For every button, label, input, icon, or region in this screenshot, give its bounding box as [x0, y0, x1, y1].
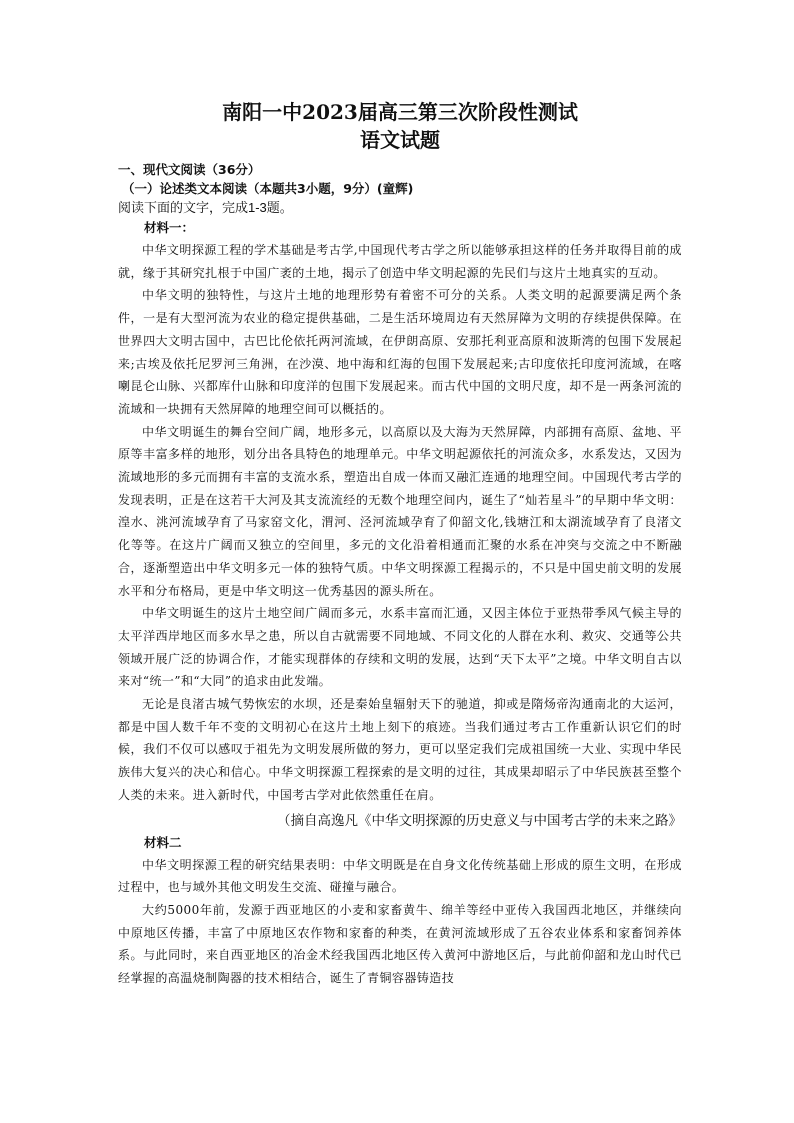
paragraph: 中华文明探源工程的学术基础是考古学,中国现代考古学之所以能够承担这样的任务并取得目前的成就，缘于其研究扎根于中国广袤的土地，揭示了创造中华文明起源的先民们与这片土地真实的互动。	[118, 243, 682, 280]
subsection-heading: （一）论述类文本阅读（本题共3小题，9分）(童辉)	[122, 181, 414, 196]
material-1-source: （摘自高逸凡《中华文明探源的历史意义与中国考古学的未来之路》	[277, 812, 682, 828]
paragraph: 中华文明诞生的这片土地空间广阔而多元，水系丰富而汇通，又因主体位于亚热带季风气候主导的太平洋西岸地区而多水旱之患，所以自古就需要不同地域、不同文化的人群在水利、救灾、交通等公共领域开展广泛的协调合作，才能实现群体的存续和文明的发展，达到“天下太平”之境。中华文明自古以来对“统一”和“大同”的追求由此发端。	[118, 606, 682, 689]
page-title: 南阳一中2023届高三第三次阶段性测试	[222, 100, 578, 124]
paragraph: 中华文明的独特性，与这片土地的地理形势有着密不可分的关系。人类文明的起源要满足两个条件，一是有大型河流为农业的稳定提供基础，二是生活环境周边有天然屏障为文明的存续提供保障。在世界四大文明古国中，古巴比伦依托两河流域，在伊朗高原、安那托利亚高原和波斯湾的包围下发展起来;古埃及依托尼罗河三角洲，在沙漠、地中海和红海的包围下发展起来;古印度依托印度河流域，在喀喇昆仑山脉、兴都库什山脉和印度洋的包围下发展起来。而古代中国的文明尺度，却不是一两条河流的流域和一块拥有天然屏障的地理空间可以概括的。	[118, 288, 682, 416]
page-subtitle: 语文试题	[360, 128, 440, 152]
material-1-label: 材料一：	[144, 220, 195, 235]
paragraph: 中华文明探源工程的研究结果表明：中华文明既是在自身文化传统基础上形成的原生文明，在形成过程中，也与域外其他文明发生交流、碰撞与融合。	[118, 857, 682, 895]
section-heading: 一、现代文阅读（36分）	[118, 162, 261, 177]
reading-instruction: 阅读下面的文字，完成1-3题。	[118, 200, 293, 215]
material-2-label: 材料二	[144, 834, 182, 850]
paragraph: 无论是良渚古城气势恢宏的水坝，还是秦始皇辐射天下的驰道，抑或是隋炀帝沟通南北的大运河，都是中国人数千年不变的文明初心在这片土地上刻下的痕迹。当我们通过考古工作重新认识它们的时候，我们不仅可以感叹于祖先为文明发展所做的努力，更可以坚定我们完成祖国统一大业、实现中华民族伟大复兴的决心和信心。中华文明探源工程探索的是文明的过往，其成果却昭示了中华民族甚至整个人类的未来。进入新时代，中国考古学对此依然重任在肩。	[118, 697, 682, 802]
paragraph: 中华文明诞生的舞台空间广阔，地形多元，以高原以及大海为天然屏障，内部拥有高原、盆地、平原等丰富多样的地形，划分出各具特色的地理单元。中华文明起源依托的河流众多，水系发达，又因为流域地形的多元而拥有丰富的支流水系，塑造出自成一体而又融汇连通的地理空间。中国现代考古学的发现表明，正是在这若干大河及其支流流经的无数个地理空间内，诞生了“灿若星斗”的早期中华文明：湟水、洮河流域孕育了马家窑文化，渭河、泾河流域孕育了仰韶文化,钱塘江和太湖流域孕育了良渚文化等等。在这片广阔而又独立的空间里，多元的文化沿着相通而汇聚的水系在冲突与交流之中不断融合，逐渐塑造出中华文明多元一体的独特气质。中华文明探源工程揭示的，不只是中国史前文明的发展水平和分布格局，更是中华文明这一优秀基因的源头所在。	[118, 424, 682, 598]
paragraph: 大约5000年前，发源于西亚地区的小麦和家畜黄牛、绵羊等经中亚传入我国西北地区，并继续向中原地区传播，丰富了中原地区农作物和家畜的种类，在黄河流域形成了五谷农业体系和家畜饲养体系。与此同时，来自西亚地区的冶金术经我国西北地区传入黄河中游地区后，与此前仰韶和龙山时代已经掌握的高温烧制陶器的技术相结合，诞生了青铜容器铸造技	[118, 902, 682, 986]
